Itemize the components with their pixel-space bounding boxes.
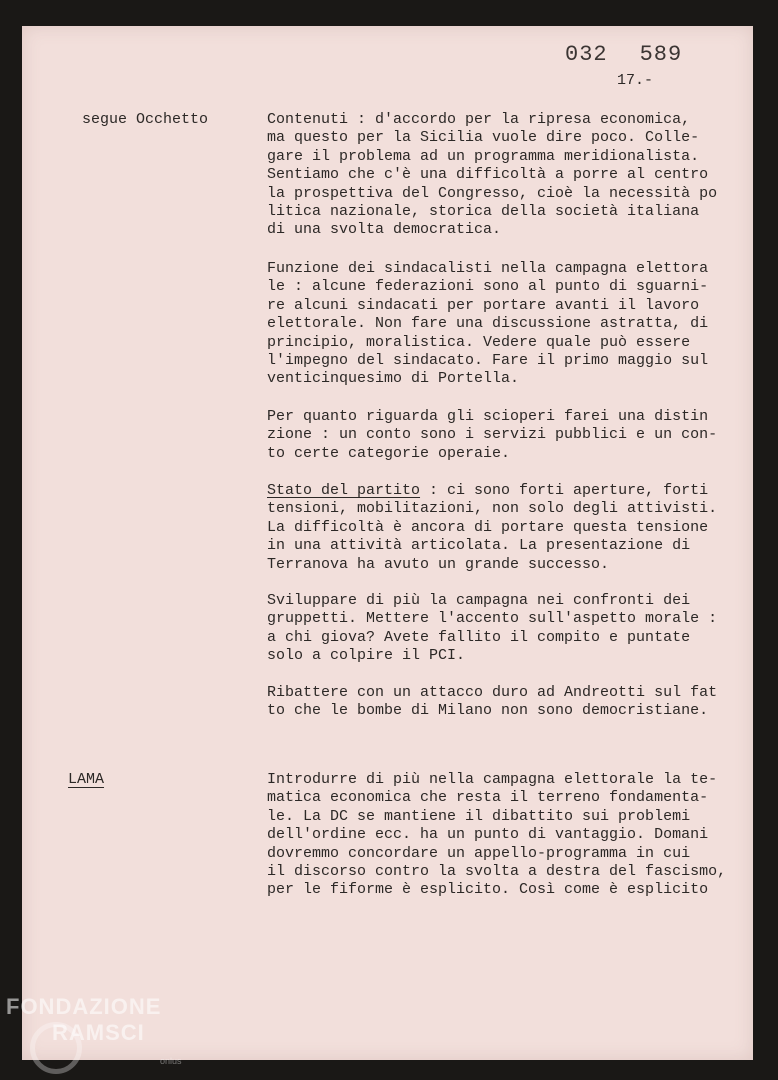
paragraph-stato-partito — [267, 482, 717, 574]
watermark-line-2: RAMSCI — [52, 1020, 145, 1045]
page-number: 17.- — [617, 72, 654, 89]
paragraph-scioperi: Per quanto riguarda gli scioperi farei una distin zione : un conto sono i servizi pubblici e un con- to certe categorie operaie. — [267, 408, 718, 462]
section-heading-stato-partito: Stato del partito — [267, 482, 421, 499]
paragraph-contenuti: Contenuti : d'accordo per la ripresa economica, ma questo per la Sicilia vuole dire poco. Colle- gare il problema ad un programma meridionalista. Sentiamo che c'è una difficoltà a porre al centro la prospettiva del Congresso, cioè la necessità po litica nazionale, storica della società italiana di una svolta democratica. — [267, 111, 718, 239]
paragraph-sindacalisti: Funzione dei sindacalisti nella campagna elettora le : alcune federazioni sono al punto di sguarni- re alcuni sindacati per portare avanti il lavoro elettorale. Non fare una discussione astratta, di principio, moralistica. Vedere quale può essere l'impegno del sindacato. Fare il primo maggio sul venticinquesimo di Portella. — [267, 260, 709, 388]
paragraph-gruppetti: Sviluppare di più la campagna nei confronti dei gruppetti. Mettere l'accento sull'aspetto morale : a chi giova? Avete fallito il compito e puntate solo a colpire il PCI. — [267, 592, 718, 665]
paragraph-lama: Introdurre di più nella campagna elettorale la te- matica economica che resta il terreno fondamenta- le. La DC se mantiene il dibattito sui problemi dell'ordine ecc. ha un punto di vantaggio. Domani dovremmo concordare un appello-programma in cui il discorso contro la svolta a destra del fascismo, per le fiforme è esplicito. Così come è esplicito — [267, 771, 727, 899]
speaker-label-lama: LAMA — [68, 771, 105, 788]
document-number-part-b: 589 — [639, 42, 683, 67]
document-number — [565, 42, 682, 67]
speaker-label-occhetto: segue Occhetto — [82, 111, 209, 128]
paragraph-andreotti: Ribattere con un attacco duro ad Andreotti sul fat to che le bombe di Milano non sono democristiane. — [267, 684, 718, 720]
watermark-line-1: FONDAZIONE — [6, 994, 162, 1019]
watermark-line-3: onlus — [160, 1056, 182, 1066]
document-number-part-a: 032 — [565, 42, 608, 67]
paragraph-stato-partito-text: : ci sono forti aperture, forti tensioni, mobilitazioni, non solo degli attivisti. La difficoltà è ancora di portare questa tensione in una attività articolata. La presentazione di Terranova ha avuto un grande successo. — [267, 482, 718, 573]
watermark — [6, 994, 182, 1066]
